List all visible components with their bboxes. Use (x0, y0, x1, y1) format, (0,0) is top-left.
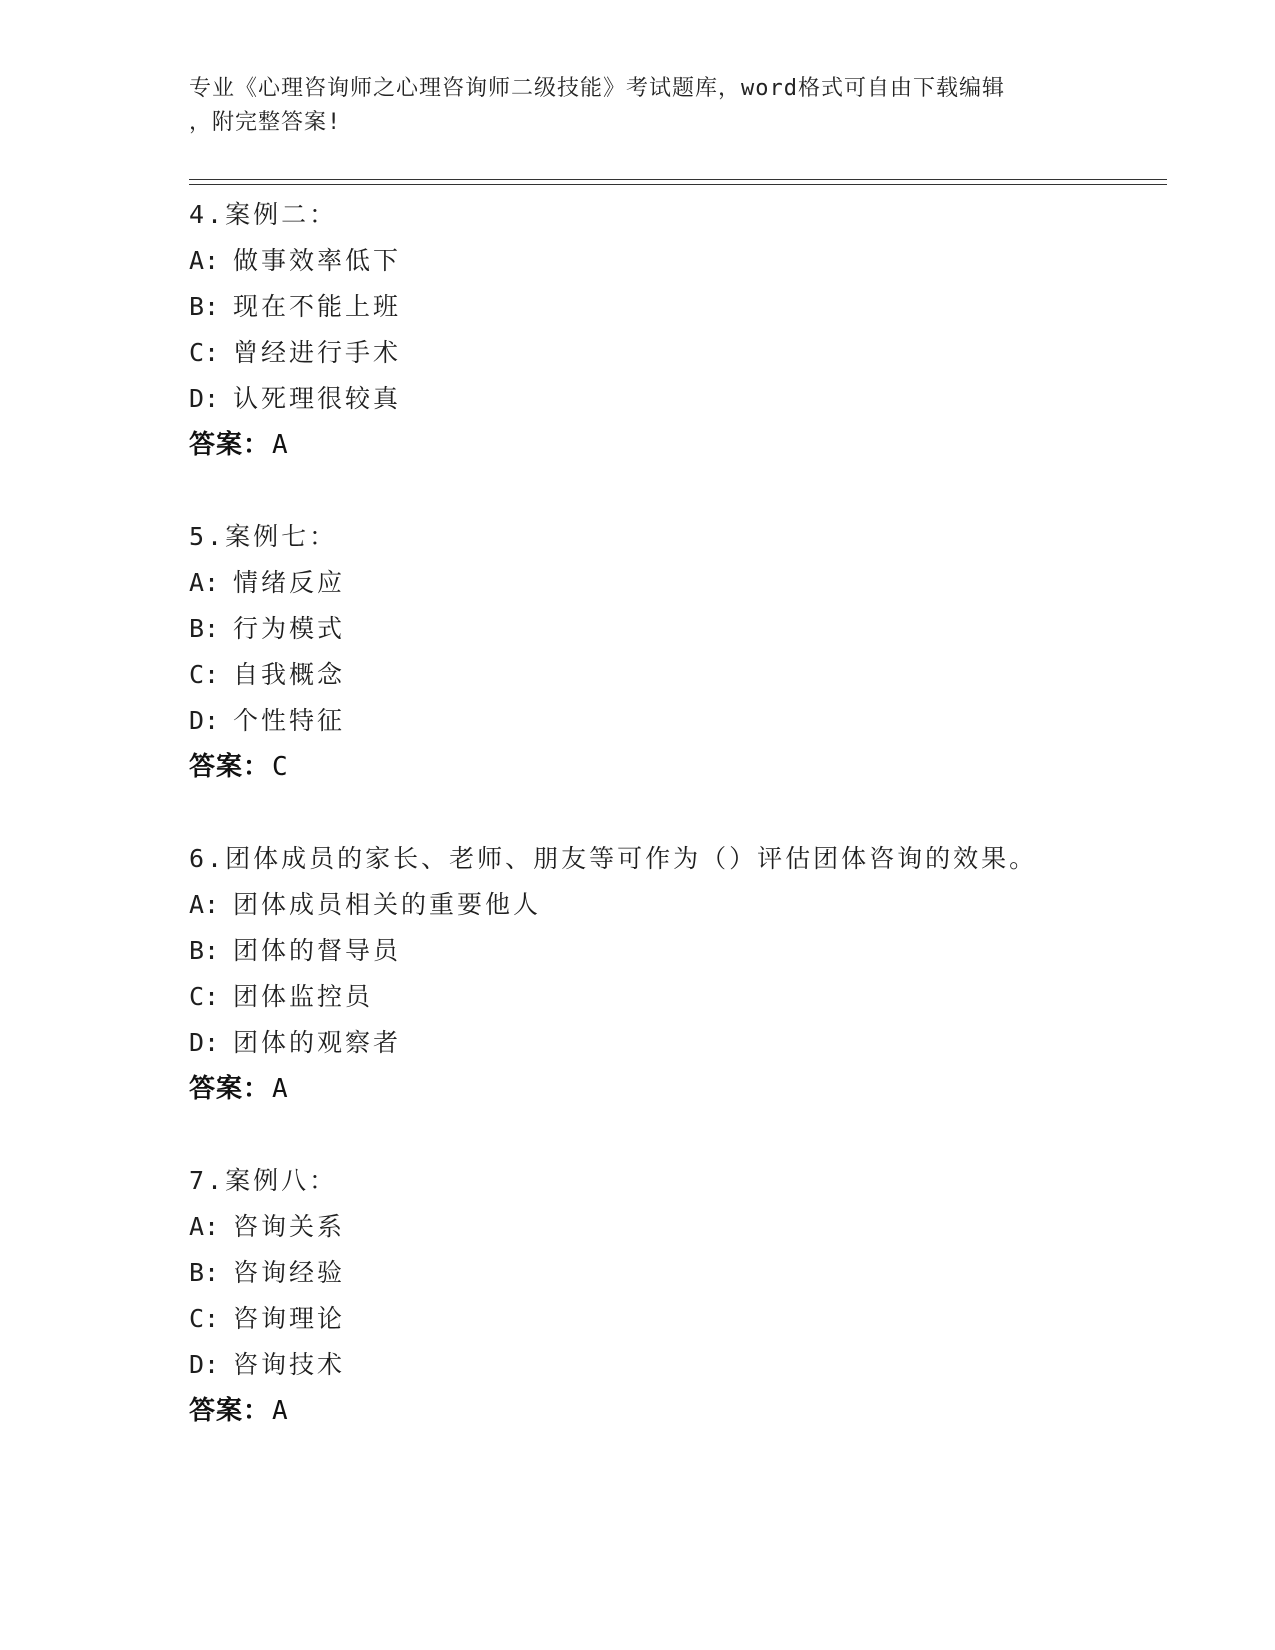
option-text: 团体的督导员 (233, 936, 402, 965)
option-key: D: (189, 384, 220, 413)
option-text: 团体监控员 (233, 982, 374, 1011)
answer-label: 答案： (189, 752, 271, 782)
option-c (189, 1296, 1169, 1342)
option-b (189, 606, 1169, 652)
option-text: 情绪反应 (233, 568, 346, 597)
question-stem: 4.案例二： (189, 200, 338, 229)
option-key: B: (189, 936, 220, 965)
answer-value: C (272, 752, 289, 782)
option-key: C: (189, 1304, 220, 1333)
option-key: A: (189, 246, 220, 275)
option-a (189, 882, 1169, 928)
option-key: B: (189, 292, 220, 321)
option-text: 个性特征 (233, 706, 346, 735)
question-6 (189, 836, 1169, 1112)
answer-label: 答案： (189, 430, 271, 460)
option-a (189, 560, 1169, 606)
option-c (189, 330, 1169, 376)
option-text: 认死理很较真 (233, 384, 402, 413)
question-stem: 5.案例七： (189, 522, 338, 551)
option-d (189, 1342, 1169, 1388)
answer-line (189, 744, 1169, 790)
option-text: 团体的观察者 (233, 1028, 402, 1057)
option-key: C: (189, 660, 220, 689)
answer-line (189, 1388, 1169, 1434)
option-key: D: (189, 706, 220, 735)
option-key: C: (189, 982, 220, 1011)
option-text: 行为模式 (233, 614, 346, 643)
option-key: D: (189, 1028, 220, 1057)
option-c (189, 652, 1169, 698)
header-line-2: ，附完整答案! (189, 110, 342, 135)
option-b (189, 928, 1169, 974)
answer-line (189, 1066, 1169, 1112)
option-text: 自我概念 (233, 660, 346, 689)
option-text: 曾经进行手术 (233, 338, 402, 367)
option-key: A: (189, 1212, 220, 1241)
option-d (189, 698, 1169, 744)
option-text: 团体成员相关的重要他人 (233, 890, 542, 919)
option-text: 咨询理论 (233, 1304, 346, 1333)
answer-label: 答案： (189, 1074, 271, 1104)
answer-line (189, 422, 1169, 468)
option-text: 做事效率低下 (233, 246, 402, 275)
option-d (189, 1020, 1169, 1066)
option-c (189, 974, 1169, 1020)
header-divider-top (189, 179, 1167, 180)
option-b (189, 1250, 1169, 1296)
option-text: 咨询关系 (233, 1212, 346, 1241)
answer-value: A (272, 1074, 289, 1104)
question-7 (189, 1158, 1169, 1434)
header-divider-bottom (189, 184, 1167, 185)
option-key: D: (189, 1350, 220, 1379)
option-a (189, 1204, 1169, 1250)
option-text: 咨询技术 (233, 1350, 346, 1379)
question-5 (189, 514, 1169, 790)
option-key: A: (189, 890, 220, 919)
option-text: 现在不能上班 (233, 292, 402, 321)
question-stem: 6.团体成员的家长、老师、朋友等可作为（）评估团体咨询的效果。 (189, 844, 1038, 873)
option-key: B: (189, 614, 220, 643)
option-key: B: (189, 1258, 220, 1287)
option-key: A: (189, 568, 220, 597)
answer-value: A (272, 430, 289, 460)
option-d (189, 376, 1169, 422)
option-b (189, 284, 1169, 330)
answer-value: A (272, 1396, 289, 1426)
document-header (189, 72, 1069, 140)
option-key: C: (189, 338, 220, 367)
question-list (189, 192, 1169, 1480)
option-text: 咨询经验 (233, 1258, 346, 1287)
question-stem: 7.案例八： (189, 1166, 338, 1195)
option-a (189, 238, 1169, 284)
header-line-1: 专业《心理咨询师之心理咨询师二级技能》考试题库，word格式可自由下载编辑 (189, 76, 1005, 101)
question-4 (189, 192, 1169, 468)
answer-label: 答案： (189, 1396, 271, 1426)
